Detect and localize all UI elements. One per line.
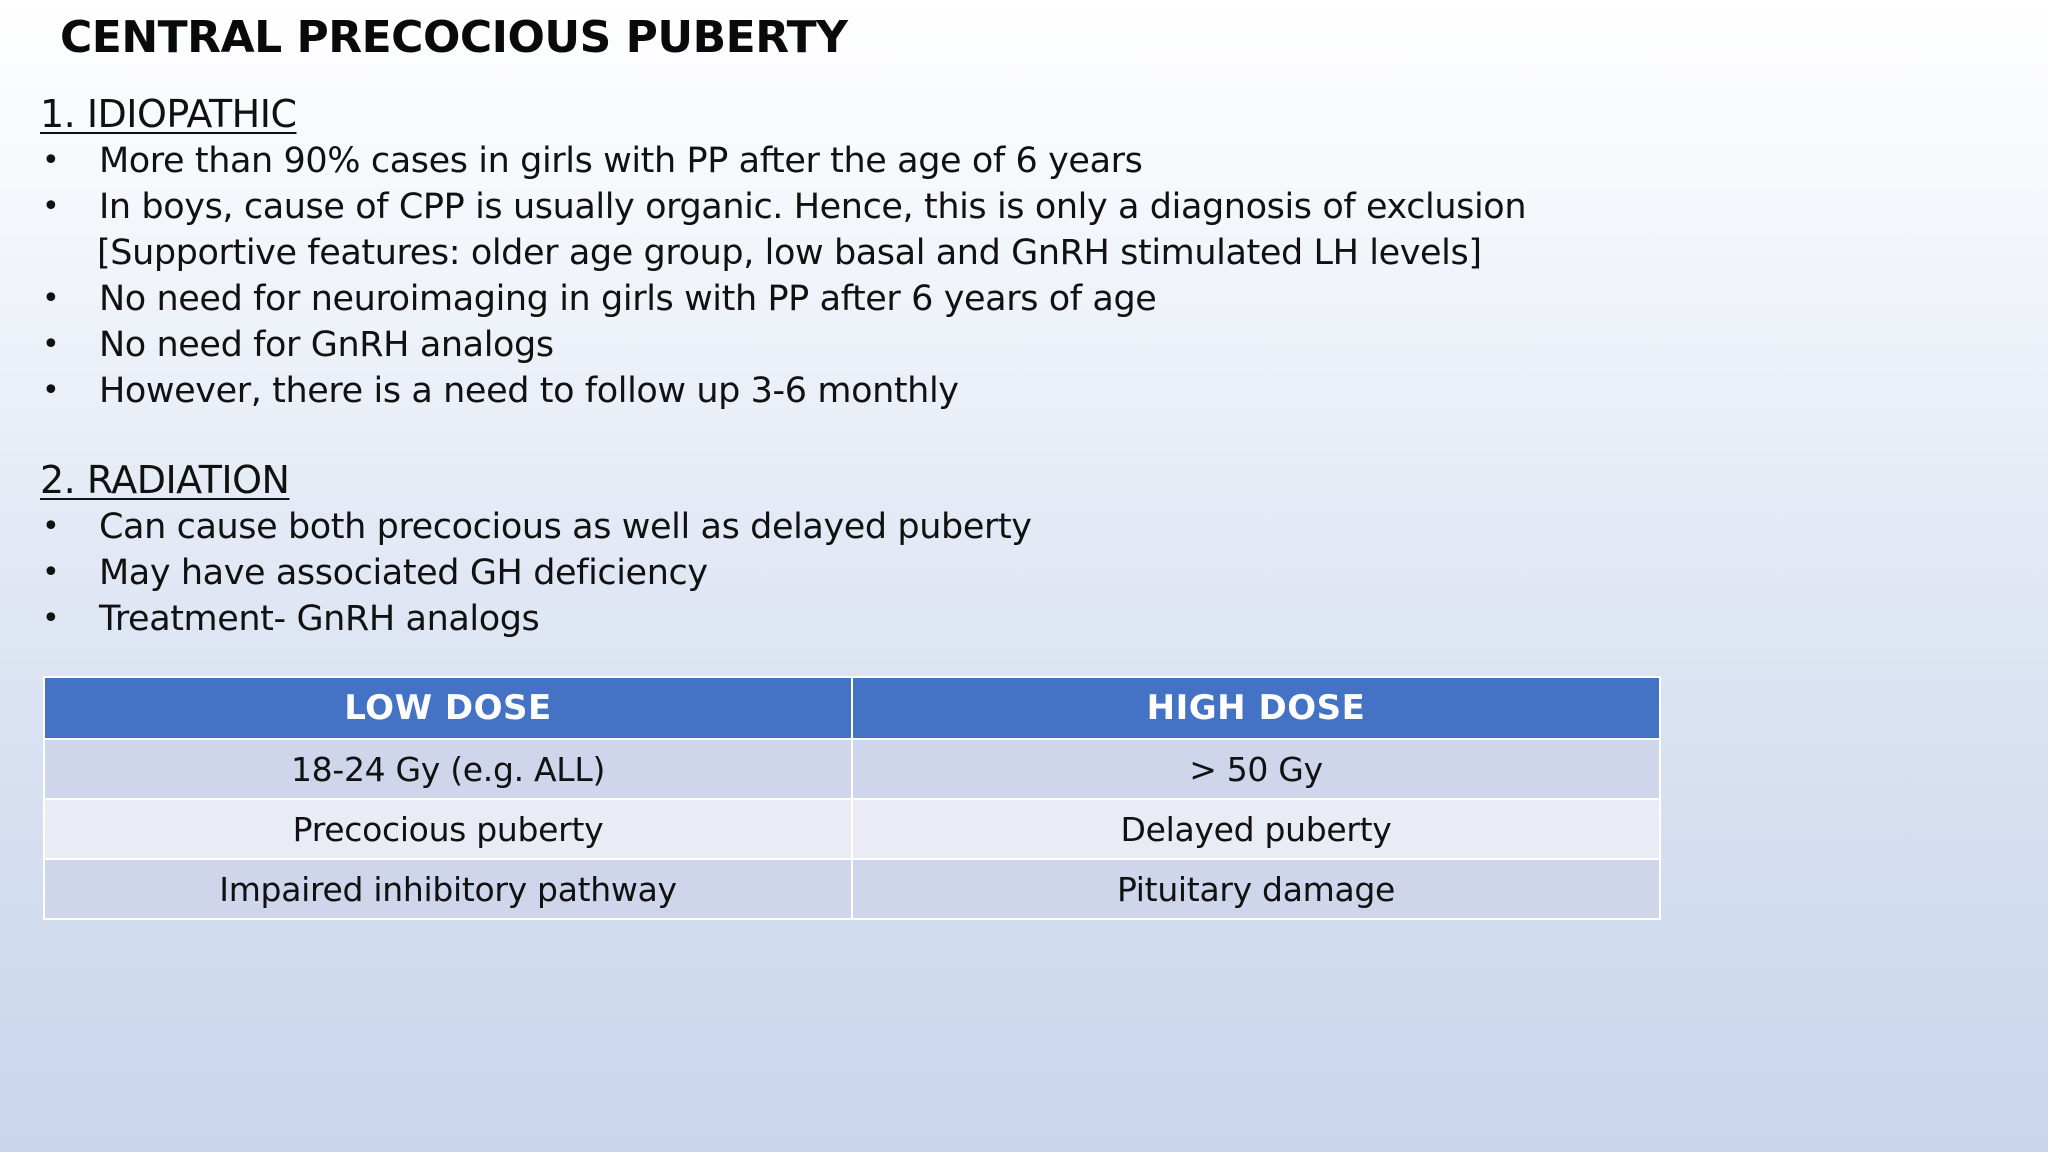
table-header-row xyxy=(44,677,1660,739)
section-heading-idiopathic: 1. IDIOPATHIC xyxy=(40,92,297,136)
bullet-item xyxy=(40,368,1526,414)
bullet-icon: • xyxy=(42,281,60,316)
bullet-item xyxy=(40,504,1032,550)
bullet-text: Treatment- GnRH analogs xyxy=(99,599,540,639)
bullet-text: In boys, cause of CPP is usually organic. Hence, this is only a diagnosis of exclusion xyxy=(99,187,1527,227)
section-radiation xyxy=(40,456,1032,642)
table-row xyxy=(44,739,1660,799)
bullet-icon: • xyxy=(42,555,60,590)
bullet-text: However, there is a need to follow up 3-6 monthly xyxy=(99,371,959,411)
bullet-icon: • xyxy=(42,189,60,224)
table-cell: > 50 Gy xyxy=(852,739,1660,799)
slide-title: CENTRAL PRECOCIOUS PUBERTY xyxy=(60,12,848,63)
bullet-text: May have associated GH deficiency xyxy=(99,553,708,593)
table-cell: Pituitary damage xyxy=(852,859,1660,919)
table-header-high-dose: HIGH DOSE xyxy=(852,677,1660,739)
bullet-text: No need for GnRH analogs xyxy=(99,325,554,365)
bullet-item xyxy=(40,138,1526,184)
bullet-icon: • xyxy=(42,373,60,408)
bullet-icon: • xyxy=(42,327,60,362)
table-cell: Impaired inhibitory pathway xyxy=(44,859,852,919)
bullet-item xyxy=(40,322,1526,368)
table-header-low-dose: LOW DOSE xyxy=(44,677,852,739)
bullet-item xyxy=(40,550,1032,596)
table-cell: 18-24 Gy (e.g. ALL) xyxy=(44,739,852,799)
bullet-icon: • xyxy=(42,601,60,636)
bullet-item xyxy=(40,184,1526,276)
bullet-icon: • xyxy=(42,143,60,178)
table-row xyxy=(44,859,1660,919)
bullet-list-idiopathic xyxy=(40,138,1526,414)
section-heading-radiation: 2. RADIATION xyxy=(40,458,290,502)
table-row xyxy=(44,799,1660,859)
table-cell: Delayed puberty xyxy=(852,799,1660,859)
bullet-text: Can cause both precocious as well as delayed puberty xyxy=(99,507,1032,547)
bullet-item xyxy=(40,276,1526,322)
section-idiopathic xyxy=(40,90,1526,414)
dose-comparison-table xyxy=(43,676,1661,920)
bullet-item xyxy=(40,596,1032,642)
bullet-list-radiation xyxy=(40,504,1032,642)
bullet-continuation-text: [Supportive features: older age group, low basal and GnRH stimulated LH levels] xyxy=(97,233,1482,273)
bullet-text: No need for neuroimaging in girls with PP after 6 years of age xyxy=(99,279,1157,319)
bullet-icon: • xyxy=(42,509,60,544)
bullet-text: More than 90% cases in girls with PP after the age of 6 years xyxy=(99,141,1143,181)
table-cell: Precocious puberty xyxy=(44,799,852,859)
